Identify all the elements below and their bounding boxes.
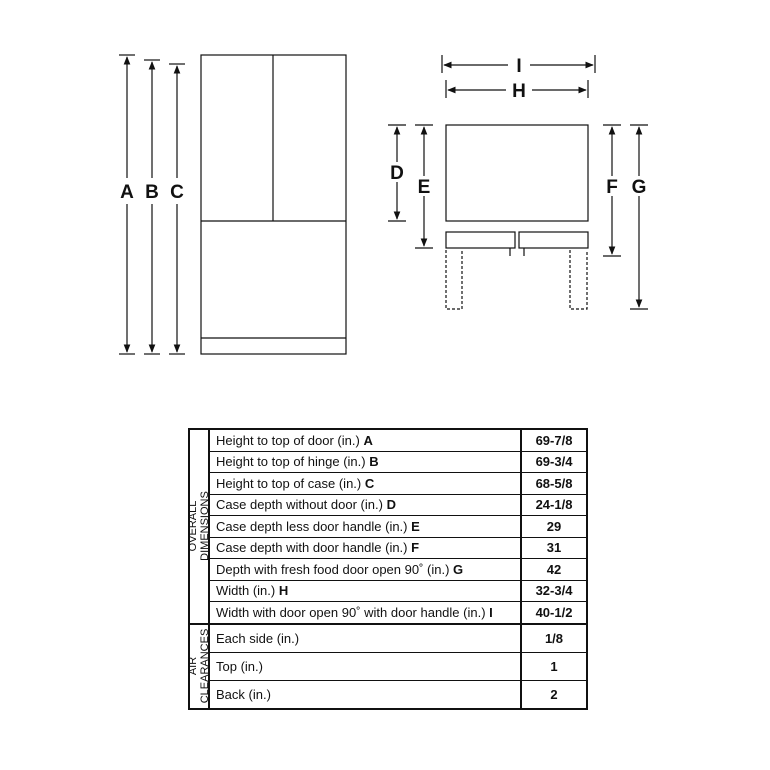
table-row [189, 580, 587, 602]
row-code: B [369, 454, 379, 470]
table-row [189, 559, 587, 581]
row-label: Width with door open 90˚ with door handle (in.) I [209, 602, 521, 624]
row-code: G [453, 561, 464, 577]
row-label: Case depth with door handle (in.) F [209, 537, 521, 559]
row-code: E [411, 518, 420, 534]
table-row [189, 451, 587, 473]
dim-label-d: D [390, 163, 404, 184]
dim-label-i: I [516, 56, 522, 77]
row-value: 40-1/2 [521, 602, 587, 624]
dim-label-h: H [512, 81, 526, 102]
table-row [189, 429, 587, 451]
row-value: 29 [521, 516, 587, 538]
dim-label-a: A [120, 182, 134, 203]
row-value: 69-3/4 [521, 451, 587, 473]
overall-dimensions-label: OVERALL DIMENSIONS [187, 491, 211, 562]
row-label: Width (in.) H [209, 580, 521, 602]
depth-dimensions [388, 125, 648, 309]
table-row [189, 537, 587, 559]
table-row [189, 652, 587, 680]
row-label: Each side (in.) [209, 624, 521, 653]
row-value: 24-1/8 [521, 494, 587, 516]
row-label: Height to top of hinge (in.) B [209, 451, 521, 473]
row-value: 1 [521, 652, 587, 680]
right-door-open-dashed [570, 250, 587, 309]
table-row [189, 624, 587, 653]
table-row [189, 602, 587, 624]
group-label-air [189, 624, 209, 709]
table-row [189, 516, 587, 538]
table-row [189, 680, 587, 709]
front-view [201, 55, 346, 354]
case-top-outline [446, 125, 588, 221]
left-door-top [446, 232, 515, 248]
row-value: 42 [521, 559, 587, 581]
row-label: Height to top of door (in.) A [209, 429, 521, 451]
dim-label-b: B [145, 182, 159, 203]
row-label: Height to top of case (in.) C [209, 473, 521, 495]
left-door-open-dashed [446, 250, 462, 309]
dim-label-c: C [170, 182, 184, 203]
row-label: Top (in.) [209, 652, 521, 680]
row-label: Back (in.) [209, 680, 521, 709]
row-code: I [489, 604, 493, 620]
row-code: F [411, 540, 420, 556]
row-label: Case depth without door (in.) D [209, 494, 521, 516]
row-code: C [364, 475, 375, 491]
row-code: A [363, 432, 373, 448]
row-value: 69-7/8 [521, 429, 587, 451]
air-clearances-label: AIR CLEARANCES [187, 628, 211, 704]
row-label: Depth with fresh food door open 90˚ (in.) G [209, 559, 521, 581]
row-value: 68-5/8 [521, 473, 587, 495]
top-view [446, 125, 588, 309]
dim-label-e: E [417, 177, 431, 198]
row-value: 1/8 [521, 624, 587, 653]
row-label: Case depth less door handle (in.) E [209, 516, 521, 538]
row-value: 31 [521, 537, 587, 559]
row-value: 32-3/4 [521, 580, 587, 602]
height-dimensions [119, 55, 185, 354]
table-row [189, 473, 587, 495]
row-code: D [386, 497, 396, 513]
dim-label-f: F [606, 177, 618, 198]
row-value: 2 [521, 680, 587, 709]
dimensions-table [188, 428, 588, 710]
group-label-overall [189, 429, 209, 624]
right-door-top [519, 232, 588, 248]
dim-label-g: G [631, 177, 647, 198]
table-row [189, 494, 587, 516]
row-code: H [278, 583, 289, 599]
